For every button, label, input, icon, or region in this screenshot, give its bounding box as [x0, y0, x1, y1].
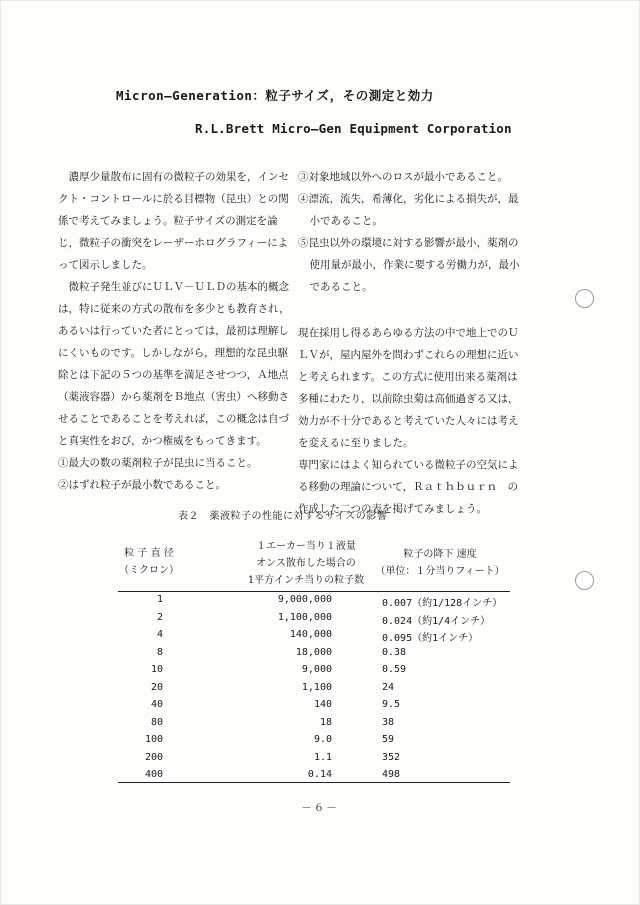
- header-particle-count: [226, 538, 386, 589]
- right-column: [298, 166, 524, 520]
- binder-hole-icon: [575, 289, 594, 308]
- criterion-1: ①最大の数の薬剤粒子が昆虫に当ること。: [58, 457, 258, 469]
- cell-speed: 0.38: [382, 646, 407, 658]
- cell-count: 1,100: [301, 681, 332, 693]
- cell-diameter: 20: [150, 681, 163, 693]
- cell-speed: 38: [382, 716, 395, 728]
- table-row: [0, 682, 640, 700]
- cell-diameter: 100: [144, 734, 163, 745]
- table-row: [0, 699, 640, 717]
- table-row: [0, 717, 640, 735]
- table-row: [0, 647, 640, 665]
- binder-hole-icon: [575, 571, 594, 590]
- article-title: Micron—Generation：粒子サイズ，その測定と効力: [116, 88, 434, 103]
- ulv-paragraph: 現在採用し得るあらゆる方法の中で地上でのＵＬＶが，屋内屋外を問わずこれらの理想に近いと考えられます。この方式に使用出来る薬剤は多種にわたり，以前除虫菊は高価過ぎる又は，効力が不十分であると考えていた人々には考えを変えるに至りました。: [298, 327, 519, 449]
- cell-count: 9,000: [301, 664, 332, 675]
- cell-count: 18: [319, 716, 332, 728]
- cell-count: 9,000,000: [277, 594, 332, 605]
- page-number: －６－: [301, 802, 339, 814]
- criterion-2: ②はずれ粒子が最小数であること。: [58, 479, 226, 491]
- cell-diameter: 40: [150, 699, 163, 710]
- header-diameter-unit: （ミクロン）: [119, 565, 179, 576]
- table-bottom-rule: [118, 782, 510, 783]
- concept-paragraph: 微粒子発生並びにＵＬＶ－ＵＬＤの基本的概念は，特に従来の方式の散布を多少とも教育され，あるいは行っていた者にとっては，最初は理解しにくいものです。しかしながら，理想的な昆虫駆除とは下記の５つの基準を満足させつつ，Ａ地点（薬液容器）から薬剤をＢ地点（害虫）へ移動させることであることを考えれば，この概念は自づと真実性をおび，かつ権威をもってきます。: [58, 281, 290, 447]
- table-row: [0, 629, 640, 647]
- rathburn-paragraph: 専門家にはよく知られている微粒子の空気による移動の理論について，Ｒａｔｈｂｕｒｎ の作成した二つの表を掲げてみましょう。: [298, 459, 519, 515]
- cell-diameter: 400: [144, 769, 163, 780]
- cell-diameter: 80: [150, 716, 163, 728]
- table-row: [0, 594, 640, 612]
- paragraph-gap: [298, 298, 524, 322]
- cell-speed: 352: [382, 751, 401, 763]
- table-row: [0, 769, 640, 787]
- cell-speed: 59: [382, 734, 395, 745]
- company-name: R.L.Brett Micro—Gen Equipment Corporation: [195, 121, 512, 136]
- article-header: [0, 86, 640, 136]
- cell-diameter: 8: [156, 646, 163, 658]
- table-row: [0, 664, 640, 682]
- cell-speed: 0.59: [382, 664, 407, 675]
- table-row: [0, 612, 640, 630]
- cell-count: 1.1: [313, 751, 332, 763]
- cell-diameter: 2: [156, 611, 163, 623]
- cell-diameter: 10: [150, 664, 163, 675]
- cell-count: 1,100,000: [277, 611, 332, 623]
- cell-speed: 9.5: [382, 699, 401, 710]
- header-diameter-label: 粒 子 直 径: [124, 548, 174, 559]
- intro-paragraph: 濃厚少量散布に固有の微粒子の効果を，インセクト・コントロールに於る目標物（昆虫）との関係で考えてみましょう。粒子サイズの測定を論じ，微粒子の衝突をレーザーホログラフィーによって図示しました。: [58, 171, 289, 271]
- header-count-line-3: 1平方インチ当りの粒子数: [247, 575, 365, 586]
- cell-speed: 0.095（約1インチ）: [382, 633, 479, 644]
- table-body: [0, 594, 640, 787]
- header-count-line-1: １エーカー当り１液量: [256, 541, 356, 552]
- header-speed-label: 粒子の降下 速度: [403, 549, 477, 560]
- criterion-4: ④漂流，流失，希薄化，劣化による損失が，最小であること。: [298, 193, 519, 227]
- cell-speed: 24: [382, 681, 395, 693]
- criterion-3: ③対象地域以外へのロスが最小であること。: [298, 171, 508, 183]
- cell-count: 18,000: [295, 646, 332, 658]
- left-column: [58, 166, 290, 496]
- cell-count: 9.0: [313, 734, 332, 745]
- header-fall-speed: [370, 546, 510, 580]
- table-row: [0, 752, 640, 770]
- cell-diameter: 200: [144, 751, 163, 763]
- cell-speed: 498: [382, 769, 401, 780]
- header-diameter: [104, 545, 194, 579]
- criterion-5: ⑤昆虫以外の環境に対する影響が最小，薬剤の使用量が最小，作業に要する労働力が，最小であること。: [298, 237, 520, 293]
- cell-diameter: 4: [156, 629, 163, 640]
- table-top-rule: [118, 591, 510, 592]
- header-count-line-2: オンス散布した場合の: [256, 558, 356, 569]
- cell-speed: 0.007（約1/128インチ）: [382, 598, 503, 609]
- cell-count: 0.14: [307, 769, 332, 780]
- cell-diameter: 1: [156, 594, 163, 605]
- table-row: [0, 734, 640, 752]
- cell-count: 140,000: [289, 629, 332, 640]
- cell-speed: 0.024（約1/4インチ）: [382, 615, 491, 627]
- header-speed-unit: （単位：１分当りフィート）: [375, 566, 505, 577]
- cell-count: 140: [313, 699, 332, 710]
- table-caption: 表２ 薬液粒子の性能に対するサイズの影響: [178, 511, 388, 522]
